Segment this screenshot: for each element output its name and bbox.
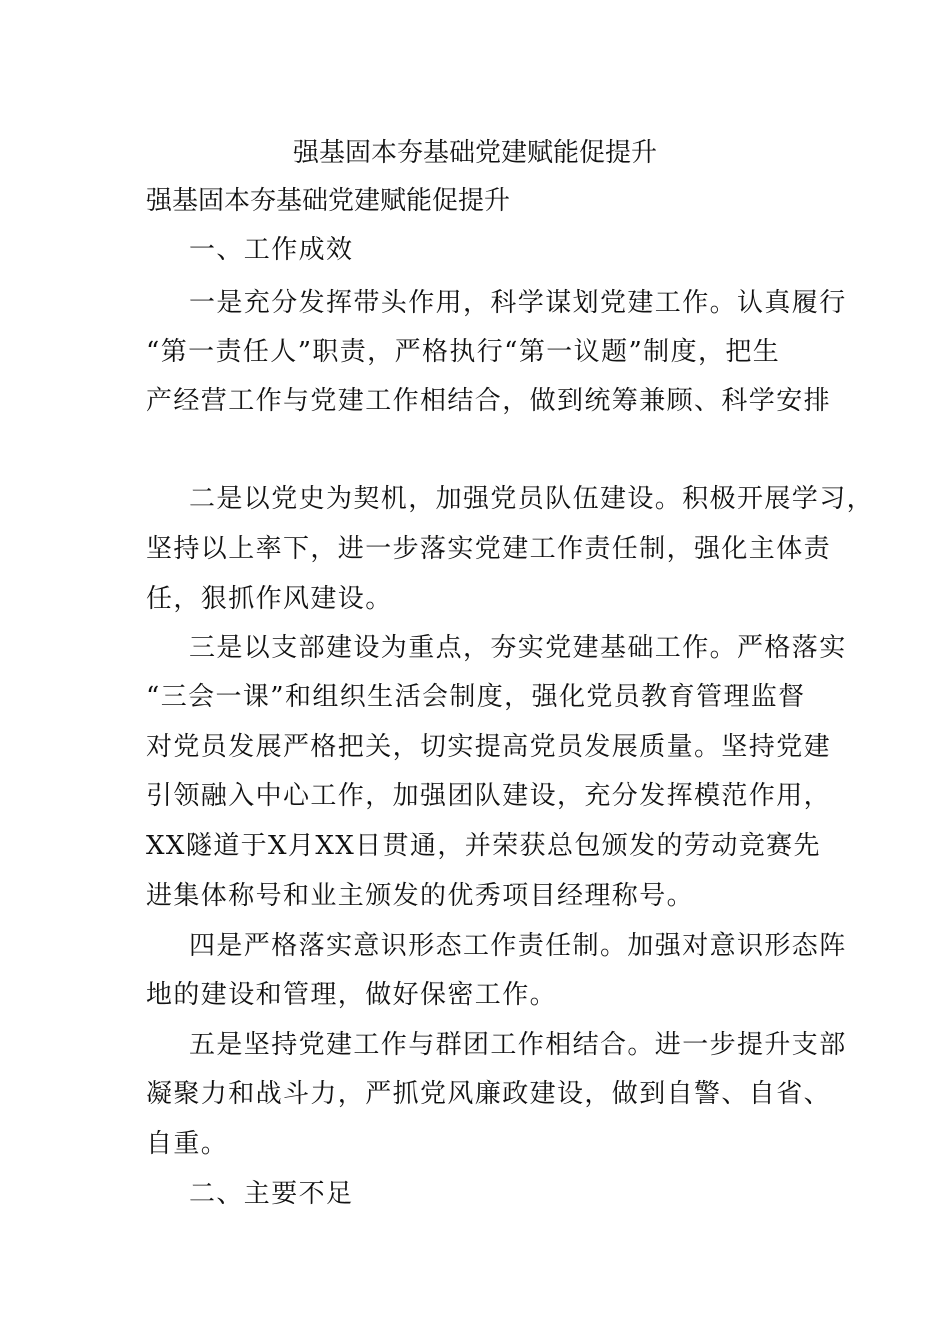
- paragraph-line: 坚持以上率下，进一步落实党建工作责任制，强化主体责: [146, 534, 832, 564]
- paragraph-line: “第一责任人”职责，严格执行“第一议题”制度，把生: [146, 337, 781, 367]
- paragraph-line: 五是坚持党建工作与群团工作相结合。进一步提升支部: [189, 1030, 847, 1060]
- paragraph-line: 进集体称号和业主颁发的优秀项目经理称号。: [146, 881, 695, 911]
- paragraph-line: “三会一课”和组织生活会制度，强化党员教育管理监督: [146, 682, 806, 712]
- paragraph-line: 地的建设和管理，做好保密工作。: [146, 980, 558, 1010]
- paragraph-line: 任，狠抓作风建设。: [146, 584, 393, 614]
- paragraph-line: 引领融入中心工作，加强团队建设，充分发挥模范作用，: [146, 781, 832, 811]
- paragraph-line: 四是严格落实意识形态工作责任制。加强对意识形态阵: [189, 931, 847, 961]
- paragraph-line: 对党员发展严格把关，切实提高党员发展质量。坚持党建: [146, 732, 832, 762]
- paragraph-line: 二是以党史为契机，加强党员队伍建设。积极开展学习，: [189, 484, 875, 514]
- document-subtitle: 强基固本夯基础党建赋能促提升: [146, 186, 511, 216]
- section-heading-shortcomings: 二、主要不足: [189, 1179, 354, 1209]
- section-heading-achievements: 一、工作成效: [189, 235, 354, 265]
- paragraph-line: 凝聚力和战斗力，严抓党风廉政建设，做到自警、自省、: [146, 1079, 832, 1109]
- paragraph-line: 产经营工作与党建工作相结合，做到统筹兼顾、科学安排: [146, 386, 832, 416]
- paragraph-line: 三是以支部建设为重点，夯实党建基础工作。严格落实: [189, 633, 847, 663]
- paragraph-line: 自重。: [146, 1129, 229, 1159]
- paragraph-line: XX隧道于X月XX日贯通，并荣获总包颁发的劳动竞赛先: [146, 831, 821, 861]
- document-title: 强基固本夯基础党建赋能促提升: [292, 138, 657, 168]
- paragraph-line: 一是充分发挥带头作用，科学谋划党建工作。认真履行: [189, 288, 847, 318]
